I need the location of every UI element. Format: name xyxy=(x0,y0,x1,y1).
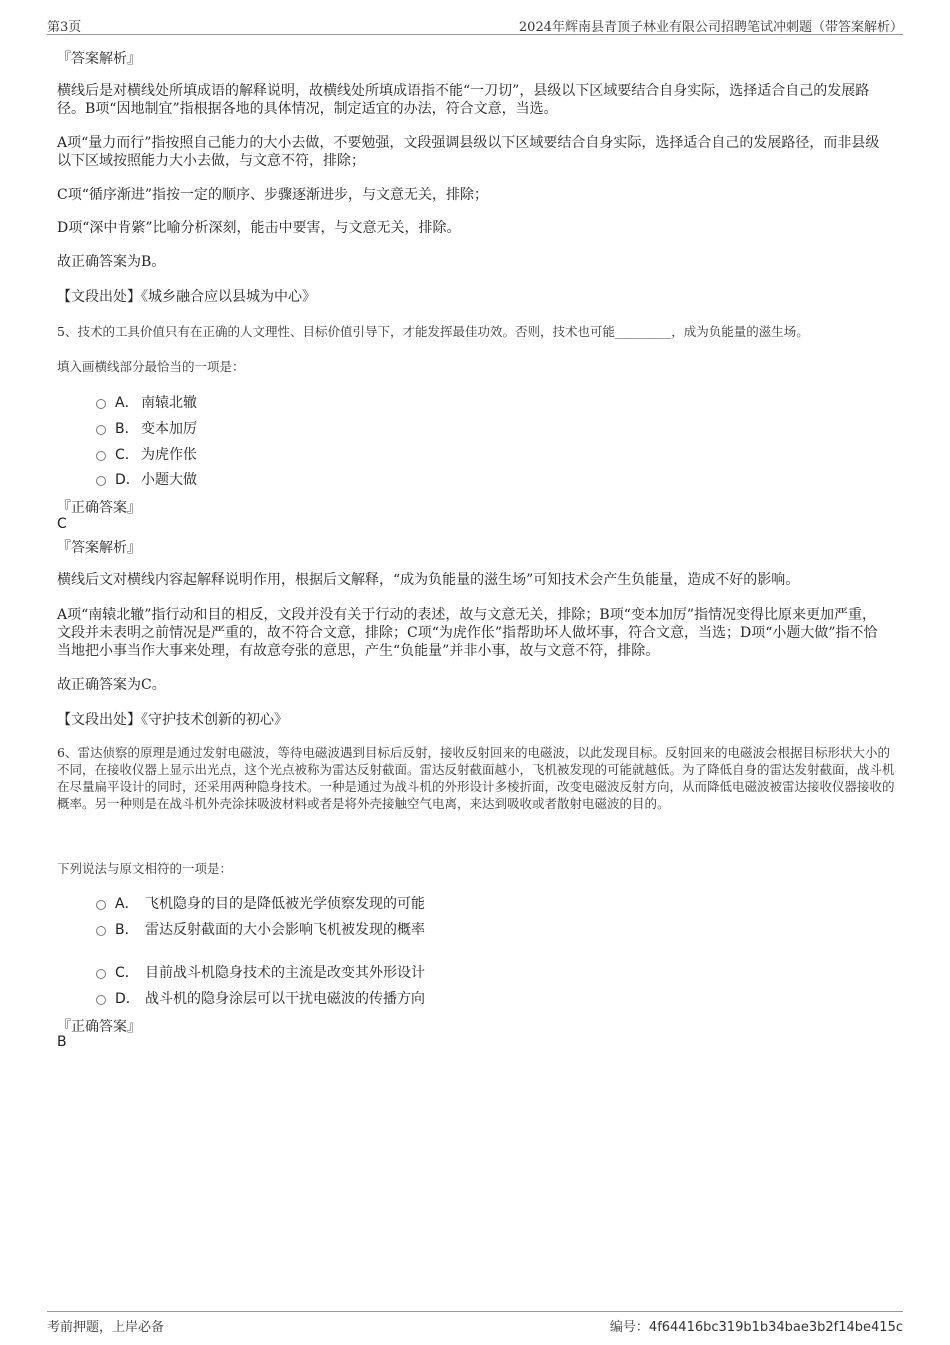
q6-option-c[interactable] xyxy=(96,962,425,982)
q6-option-d[interactable] xyxy=(96,988,425,1008)
footer-code-label: 编号： xyxy=(609,1320,649,1335)
option-letter: D． xyxy=(115,472,140,488)
q5-answer-label: 『正确答案』 xyxy=(57,500,141,516)
option-letter: D． xyxy=(115,991,140,1007)
radio-circle-icon[interactable] xyxy=(96,995,106,1005)
q6-option-a[interactable] xyxy=(96,893,425,913)
option-text: 飞机隐身的目的是降低被光学侦察发现的可能 xyxy=(145,896,425,912)
radio-circle-icon[interactable] xyxy=(96,969,106,979)
q5-analysis-p1: 横线后文对横线内容起解释说明作用，根据后文解释，“成为负能量的滋生场”可知技术会产生负能量，造成不好的影响。 xyxy=(57,572,800,588)
option-text: 为虎作伥 xyxy=(141,447,197,463)
option-text: 目前战斗机隐身技术的主流是改变其外形设计 xyxy=(145,965,425,981)
radio-circle-icon[interactable] xyxy=(96,900,106,910)
q5-answer: C xyxy=(57,516,67,532)
option-text: 南辕北辙 xyxy=(141,395,197,411)
q4-analysis-p4: D项“深中肯綮”比喻分析深刻，能击中要害，与文意无关，排除。 xyxy=(57,220,461,236)
q6-prompt: 下列说法与原文相符的一项是： xyxy=(57,861,233,876)
q4-analysis-label: 『答案解析』 xyxy=(57,51,141,67)
option-text: 雷达反射截面的大小会影响飞机被发现的概率 xyxy=(145,922,425,938)
radio-circle-icon[interactable] xyxy=(96,476,106,486)
option-text: 变本加厉 xyxy=(141,421,197,437)
q6-answer-label: 『正确答案』 xyxy=(57,1019,141,1035)
document-title: 2024年辉南县青顶子林业有限公司招聘笔试冲刺题（带答案解析） xyxy=(518,20,903,35)
radio-circle-icon[interactable] xyxy=(96,451,106,461)
q6-option-b[interactable] xyxy=(96,919,425,939)
footer-code xyxy=(610,1316,903,1335)
page-header xyxy=(47,14,903,35)
q4-analysis-p1: 横线后是对横线处所填成语的解释说明，故横线处所填成语指不能“一刀切”，县级以下区域要结合自身实际，选择适合自己的发展路径。B项“因地制宜”指根据各地的具体情况，制定适宜的办法，符合文意，当选。 xyxy=(57,83,870,117)
q5-option-d[interactable] xyxy=(96,469,197,489)
page-number: 第3页 xyxy=(47,20,82,35)
q5-option-c[interactable] xyxy=(96,444,197,464)
footer-slogan: 考前押题，上岸必备 xyxy=(47,1320,165,1335)
q5-analysis-p2: A项“南辕北辙”指行动和目的相反，文段并没有关于行动的表述，故与文意无关，排除；B项“变本加厉”指情况变得比原来更加严重，文段并未表明之前情况是严重的，故不符合文意，排除；C项“为虎作伥”指帮助坏人做坏事，符合文意，当选；D项“小题大做”指不恰当地把小事当作大事来处理，有故意夸张的意思，产生“负能量”并非小事，故与文意不符，排除。 xyxy=(57,607,878,659)
q6-question: 6、雷达侦察的原理是通过发射电磁波，等待电磁波遇到目标后反射，接收反射回来的电磁波，以此发现目标。反射回来的电磁波会根据目标形状大小的不同，在接收仪器上显示出光点，这个光点被称为雷达反射截面。雷达反射截面越小，飞机被发现的可能就越低。为了降低自身的雷达发射截面，战斗机在尽量扁平设计的同时，还采用两种隐身技术。一种是通过为战斗机的外形设计多棱折面，改变电磁波反射方向，从而降低电磁波被雷达接收仪器接收的概率。另一种则是在战斗机外壳涂抹吸波材料或者是将外壳接触空气电离，来达到吸收或者散射电磁波的目的。 xyxy=(57,745,895,811)
option-letter: B． xyxy=(115,421,139,437)
option-letter: C． xyxy=(115,447,139,463)
footer-code-value: 4f64416bc319b1b34bae3b2f14be415c xyxy=(648,1320,903,1335)
q5-prompt: 填入画横线部分最恰当的一项是： xyxy=(57,359,245,374)
q5-question: 5、技术的工具价值只有在正确的人文理性、目标价值引导下，才能发挥最佳功效。否则，技术也可能_________，成为负能量的滋生场。 xyxy=(57,324,809,339)
option-letter: A． xyxy=(115,395,139,411)
radio-circle-icon[interactable] xyxy=(96,926,106,936)
option-letter: B． xyxy=(115,922,139,938)
q6-answer: B xyxy=(57,1034,67,1050)
q5-analysis-label: 『答案解析』 xyxy=(57,540,141,556)
q5-source: 【文段出处】《守护技术创新的初心》 xyxy=(57,712,288,728)
q5-conclusion: 故正确答案为C。 xyxy=(57,677,166,693)
option-text: 小题大做 xyxy=(141,472,197,488)
radio-circle-icon[interactable] xyxy=(96,425,106,435)
q5-option-b[interactable] xyxy=(96,418,197,438)
q4-source: 【文段出处】《城乡融合应以县城为中心》 xyxy=(57,289,316,305)
radio-circle-icon[interactable] xyxy=(96,399,106,409)
option-letter: A． xyxy=(115,896,139,912)
q5-option-a[interactable] xyxy=(96,392,197,412)
q4-conclusion: 故正确答案为B。 xyxy=(57,254,166,270)
q4-analysis-p2: A项“量力而行”指按照自己能力的大小去做，不要勉强，文段强调县级以下区域要结合自身实际，选择适合自己的发展路径，而非县级以下区域按照能力大小去做，与文意不符，排除； xyxy=(57,135,880,169)
q4-analysis-p3: C项“循序渐进”指按一定的顺序、步骤逐渐进步，与文意无关，排除； xyxy=(57,187,489,203)
page-footer xyxy=(47,1311,903,1336)
option-letter: C． xyxy=(115,965,139,981)
option-text: 战斗机的隐身涂层可以干扰电磁波的传播方向 xyxy=(145,991,425,1007)
